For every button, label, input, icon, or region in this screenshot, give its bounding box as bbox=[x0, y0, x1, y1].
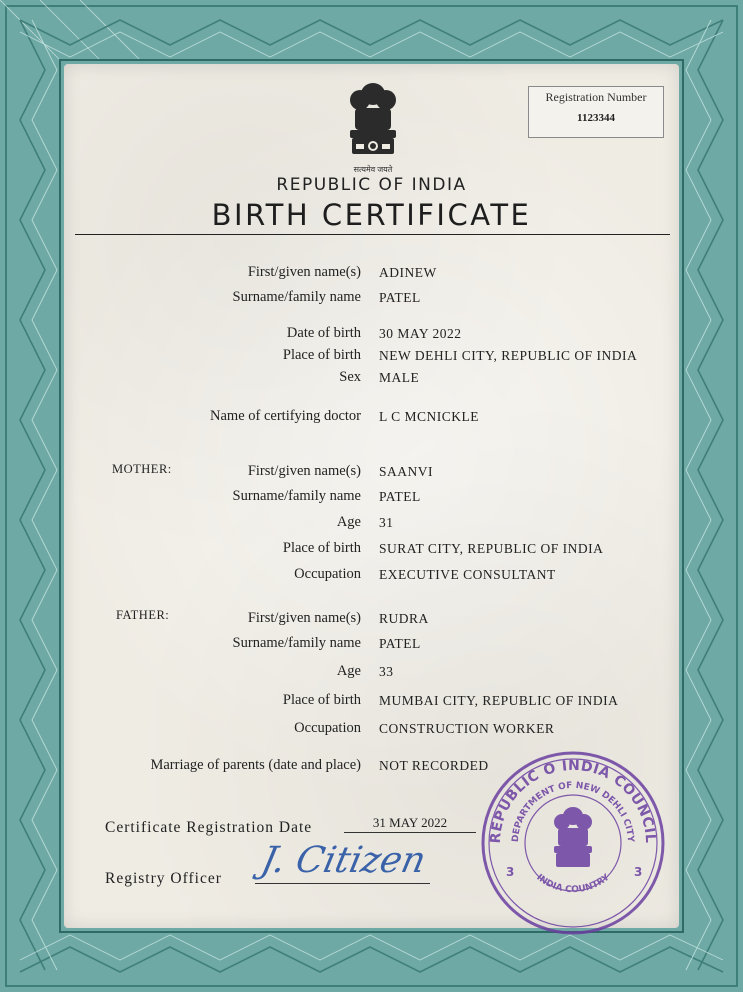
seal-inner-text: DEPARTMENT OF NEW DEHLI CITY bbox=[510, 780, 636, 843]
child-surname: PATEL bbox=[379, 290, 421, 305]
child-first-name-label: First/given name(s) bbox=[247, 264, 361, 280]
seal-right-numeral: 3 bbox=[634, 865, 643, 879]
mother-occupation: EXECUTIVE CONSULTANT bbox=[379, 567, 556, 582]
certificate-title: BIRTH CERTIFICATE bbox=[211, 198, 532, 232]
father-pob-label: Place of birth bbox=[282, 692, 361, 708]
seal-left-numeral: 3 bbox=[506, 865, 515, 879]
doctor-name: L C MCNICKLE bbox=[379, 409, 479, 424]
father-surname: PATEL bbox=[379, 636, 421, 651]
registration-date-label: Certificate Registration Date bbox=[105, 819, 313, 836]
mother-occupation-label: Occupation bbox=[294, 566, 361, 582]
child-surname-label: Surname/family name bbox=[232, 289, 361, 305]
seal-bottom-text: INDIA COUNTRY bbox=[534, 872, 612, 896]
father-age-label: Age bbox=[336, 663, 361, 679]
officer-signature: J. Citizen bbox=[257, 840, 430, 881]
sex-value: MALE bbox=[379, 370, 420, 385]
dob-label: Date of birth bbox=[286, 325, 361, 341]
seal-emblem-icon bbox=[554, 807, 592, 867]
mother-section-label: MOTHER: bbox=[112, 462, 172, 476]
mother-age: 31 bbox=[379, 515, 394, 530]
mother-age-label: Age bbox=[336, 514, 361, 530]
signature-line bbox=[255, 883, 430, 884]
registration-date-line bbox=[344, 832, 476, 833]
svg-text:INDIA COUNTRY bbox=[534, 872, 612, 895]
child-pob: NEW DEHLI CITY, REPUBLIC OF INDIA bbox=[379, 348, 638, 363]
father-occupation: CONSTRUCTION WORKER bbox=[379, 721, 555, 736]
seal-outer-text: REPUBLIC O INDIA COUNCIL bbox=[487, 757, 659, 844]
mother-first-name: SAANVI bbox=[379, 464, 434, 479]
father-occupation-label: Occupation bbox=[294, 720, 361, 736]
father-surname-label: Surname/family name bbox=[232, 635, 361, 651]
state-emblem-icon bbox=[338, 80, 408, 166]
mother-surname-label: Surname/family name bbox=[232, 488, 361, 504]
marriage-label: Marriage of parents (date and place) bbox=[150, 757, 361, 773]
marriage-value: NOT RECORDED bbox=[379, 758, 489, 773]
father-first-name-label: First/given name(s) bbox=[247, 610, 361, 626]
title-divider bbox=[75, 234, 670, 235]
country-heading: REPUBLIC OF INDIA bbox=[276, 175, 467, 195]
mother-pob-label: Place of birth bbox=[282, 540, 361, 556]
father-first-name: RUDRA bbox=[379, 611, 429, 626]
dob-value: 30 MAY 2022 bbox=[379, 326, 462, 341]
father-section-label: FATHER: bbox=[116, 608, 170, 622]
registry-officer-label: Registry Officer bbox=[105, 870, 222, 887]
sex-label: Sex bbox=[339, 369, 361, 385]
official-seal-stamp bbox=[478, 748, 668, 938]
child-pob-label: Place of birth bbox=[282, 347, 361, 363]
registration-date: 31 MAY 2022 bbox=[372, 815, 448, 830]
registration-number-label: Registration Number bbox=[545, 90, 647, 104]
father-age: 33 bbox=[379, 664, 394, 679]
mother-surname: PATEL bbox=[379, 489, 421, 504]
mother-first-name-label: First/given name(s) bbox=[247, 463, 361, 479]
doctor-label: Name of certifying doctor bbox=[210, 408, 361, 424]
registration-number: 1123344 bbox=[577, 112, 615, 124]
emblem-motto: सत्यमेव जयते bbox=[353, 165, 393, 174]
mother-pob: SURAT CITY, REPUBLIC OF INDIA bbox=[379, 541, 604, 556]
father-pob: MUMBAI CITY, REPUBLIC OF INDIA bbox=[379, 693, 619, 708]
child-first-name: ADINEW bbox=[379, 265, 437, 280]
